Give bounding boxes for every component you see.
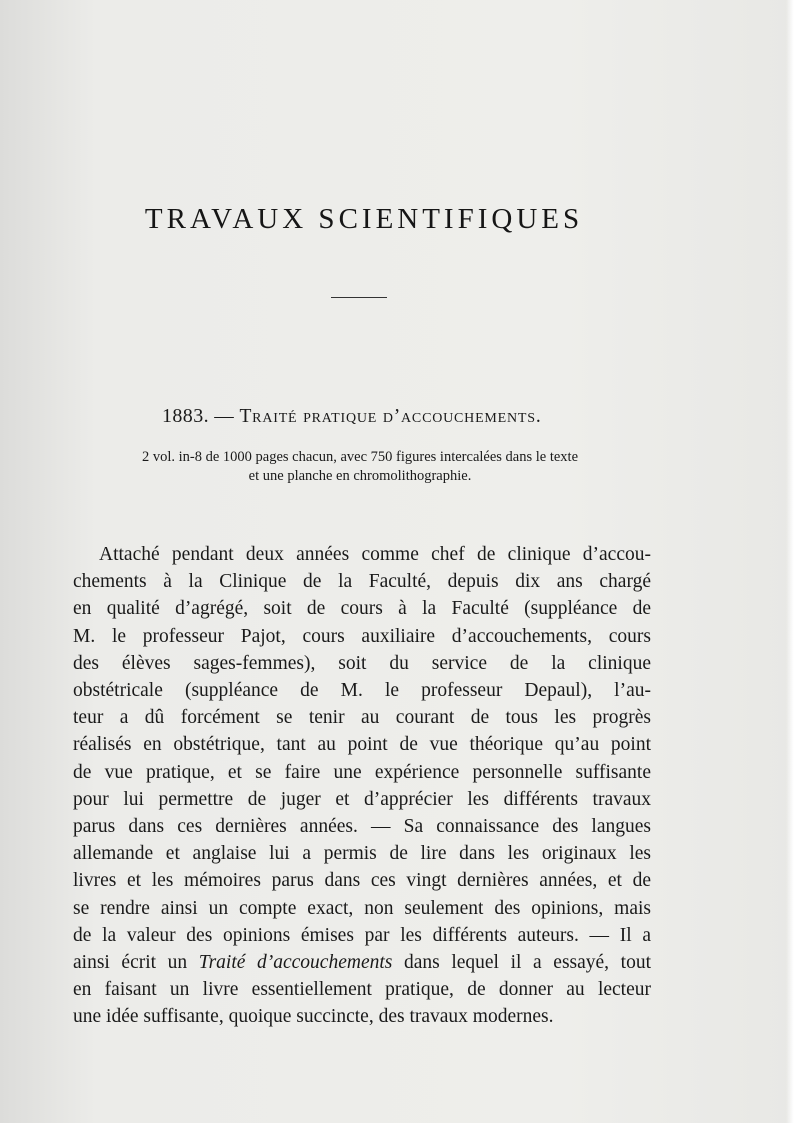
body-line: allemande et anglaise lui a permis de lire dans les originaux les (73, 843, 651, 865)
body-line: teur a dû forcément se tenir au courant de tous les progrès (73, 707, 651, 729)
entry-title: Traité pratique d’accouchements. (239, 406, 542, 427)
body-line: Attaché pendant deux années comme chef de clinique d’accou- (99, 544, 651, 565)
entry-dash: — (214, 406, 235, 427)
body-line: réalisés en obstétrique, tant au point de vue théorique qu’au point (73, 734, 651, 756)
body-line: une idée suffisante, quoique succincte, des travaux modernes. (73, 1006, 554, 1028)
entry-heading (162, 405, 542, 428)
body-line: des élèves sages-femmes), soit du service de la clinique (73, 652, 651, 674)
entry-description (90, 448, 630, 486)
body-text-segment: ainsi écrit un (73, 952, 199, 974)
description-line: 2 vol. in-8 de 1000 pages chacun, avec 750 figures intercalées dans le texte (141, 449, 579, 465)
body-text-segment: dans lequel il a essayé, tout (392, 952, 652, 974)
section-title: TRAVAUX SCIENTIFIQUES (144, 203, 584, 235)
entry-year: 1883. (162, 405, 209, 427)
body-line-with-italic (73, 949, 651, 976)
book-title-italic: Traité d’accouchements (198, 952, 393, 974)
body-line: parus dans ces dernières années. — Sa connaissance des langues (73, 816, 651, 838)
body-line: en faisant un livre essentiellement pratique, de donner au lecteur (73, 979, 651, 1001)
body-line: chements à la Clinique de la Faculté, depuis dix ans chargé (73, 571, 651, 593)
body-paragraph (73, 541, 651, 1031)
body-line: livres et les mémoires parus dans ces vingt dernières années, et de (73, 870, 651, 892)
title-divider (331, 297, 387, 298)
body-line: M. le professeur Pajot, cours auxiliaire d’accouchements, cours (73, 625, 651, 647)
body-line: de vue pratique, et se faire une expérience personnelle suffisante (73, 761, 651, 783)
body-line: se rendre ainsi un compte exact, non seulement des opinions, mais (73, 897, 651, 919)
body-line: de la valeur des opinions émises par les différents auteurs. — Il a (73, 924, 651, 946)
description-line: et une planche en chromolithographie. (248, 468, 472, 484)
page-edge (786, 0, 800, 1123)
body-line: pour lui permettre de juger et d’apprécier les différents travaux (73, 788, 651, 810)
body-line: obstétricale (suppléance de M. le professeur Depaul), l’au- (73, 680, 651, 702)
body-line: en qualité d’agrégé, soit de cours à la Faculté (suppléance de (73, 598, 651, 620)
